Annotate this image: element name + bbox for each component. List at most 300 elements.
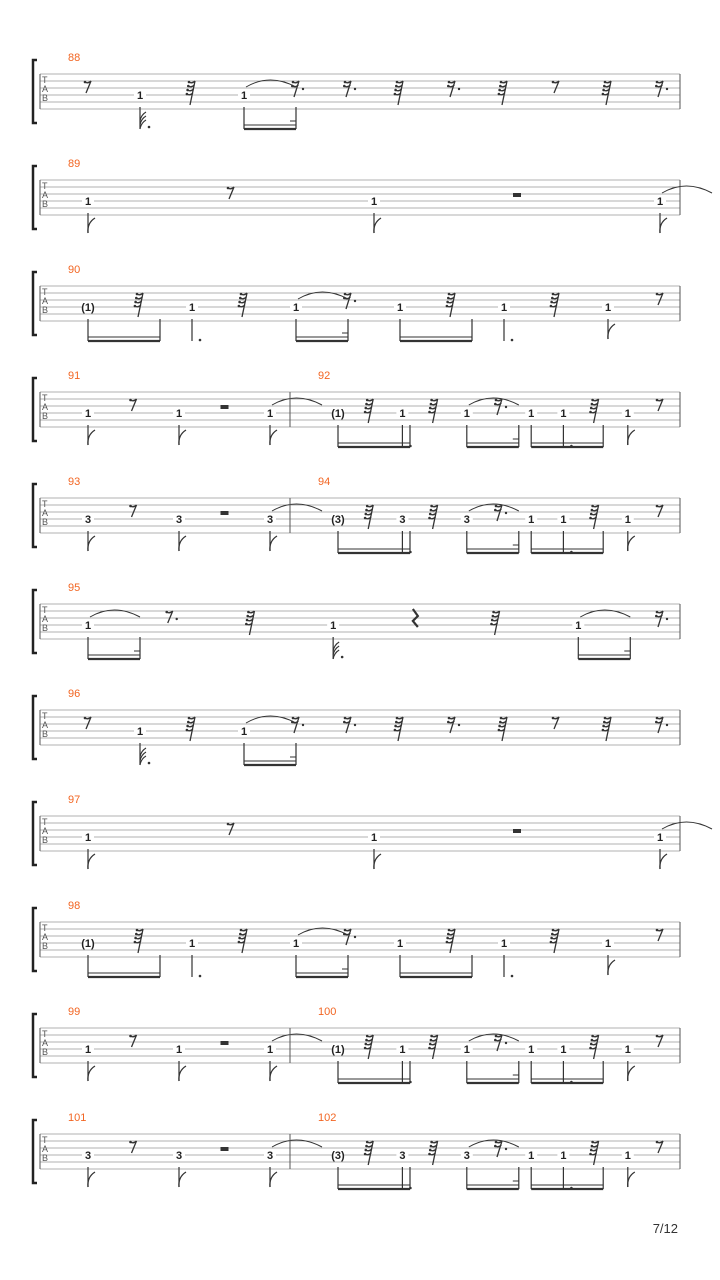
rest-flag-dot — [500, 717, 503, 720]
rest-flag-dot — [590, 407, 593, 410]
rest-flag-dot — [165, 611, 168, 614]
rest-flag-dot — [591, 1141, 594, 1144]
half-rest — [221, 405, 229, 409]
note-dot — [409, 445, 412, 448]
rest-flag-dot — [366, 1035, 369, 1038]
fret-number: 1 — [266, 408, 274, 420]
rest-flag-dot — [591, 403, 594, 406]
rest-flag-dot — [495, 505, 498, 508]
note-dot — [409, 1187, 412, 1190]
rest-flag-dot — [365, 403, 368, 406]
rest-flag-dot — [498, 729, 501, 732]
fret-number: 1 — [396, 938, 404, 950]
measure-number: 101 — [68, 1112, 87, 1124]
rest-flag-dot — [446, 301, 449, 304]
note-flag — [608, 324, 615, 339]
note-flag — [179, 1066, 186, 1081]
rest-flag-dot — [246, 619, 249, 622]
rest-flag-dot — [186, 89, 189, 92]
rest-flag-dot — [238, 301, 241, 304]
fret-number: 1 — [136, 726, 144, 738]
rest-flag-dot — [136, 293, 139, 296]
rest-flag-dot — [447, 297, 450, 300]
tab-letter: T — [42, 1135, 48, 1145]
rest-flag-dot — [365, 1145, 368, 1148]
rest-flag-dot — [498, 725, 501, 728]
measure-number: 100 — [318, 1006, 337, 1018]
half-rest — [513, 829, 521, 833]
rest-flag-dot — [343, 721, 346, 724]
rest-flag-dot — [291, 85, 294, 88]
rest-flag-dot — [552, 293, 555, 296]
rest-flag-dot — [499, 721, 502, 724]
system-bracket — [33, 1014, 37, 1077]
fret-number: 1 — [84, 1044, 92, 1056]
rest-flag-dot — [500, 81, 503, 84]
fret-number: (1) — [81, 938, 95, 950]
fret-number: 1 — [240, 90, 248, 102]
rest-flag-dot — [134, 301, 137, 304]
fret-number: 1 — [330, 620, 337, 632]
rest-flag-dot — [602, 89, 605, 92]
rest-flag-dot — [135, 933, 138, 936]
rest-flag-dot — [394, 729, 397, 732]
rest-flag-dot — [602, 729, 605, 732]
rest-flag-dot — [604, 717, 607, 720]
note-dot — [409, 1081, 412, 1084]
rest-flag-dot — [84, 717, 87, 720]
note-flag — [374, 854, 381, 869]
rest-flag-dot — [396, 717, 399, 720]
rest-flag-dot — [395, 721, 398, 724]
rest-flag-dot — [591, 1039, 594, 1042]
tab-system — [33, 1006, 680, 1083]
note-dot — [148, 126, 151, 129]
note-flag — [628, 1066, 635, 1081]
rest-flag-dot — [429, 407, 432, 410]
note-flag — [179, 430, 186, 445]
rest-flag-dot — [129, 1035, 132, 1038]
rest-flag-dot — [344, 929, 347, 932]
rest-dot — [354, 936, 356, 938]
rest-flag-dot — [656, 505, 659, 508]
rest-flag-dot — [365, 1043, 368, 1046]
fret-number: (1) — [331, 1044, 345, 1056]
rest-flag-dot — [84, 81, 87, 84]
fret-number: 1 — [624, 1150, 631, 1162]
half-rest — [221, 1147, 229, 1151]
tab-letter: B — [42, 199, 49, 209]
rest-flag-dot — [552, 81, 555, 84]
fret-number: 1 — [84, 408, 92, 420]
system-bracket — [33, 378, 37, 441]
note-dot — [570, 445, 573, 448]
fret-number: 3 — [266, 514, 274, 526]
rest-flag-dot — [366, 505, 369, 508]
tab-letter: B — [42, 517, 49, 527]
rest-flag-dot — [590, 513, 593, 516]
fret-number: 1 — [188, 302, 196, 314]
rest-flag-dot — [656, 293, 659, 296]
tab-letter: B — [42, 623, 49, 633]
rest-flag-dot — [430, 403, 433, 406]
tab-system — [33, 476, 680, 553]
tab-letter: T — [42, 605, 48, 615]
rest-flag-dot — [494, 403, 497, 406]
rest-flag-dot — [655, 721, 658, 724]
fret-number: 1 — [560, 1150, 567, 1162]
rest-flag-dot — [656, 611, 659, 614]
fret-number: 1 — [240, 726, 248, 738]
fret-number: 3 — [84, 514, 92, 526]
fret-number: 1 — [656, 832, 664, 844]
rest-flag-dot — [247, 611, 250, 614]
note-dot — [199, 339, 202, 342]
fret-number: 1 — [528, 1044, 535, 1056]
rest-flag-dot — [240, 929, 243, 932]
rest-flag-dot — [494, 509, 497, 512]
measure-number: 94 — [318, 476, 331, 488]
rest-flag-dot — [240, 293, 243, 296]
system-bracket — [33, 484, 37, 547]
fret-number: 1 — [560, 408, 567, 420]
rest-flag-dot — [136, 929, 139, 932]
measure-number: 91 — [68, 370, 81, 382]
rest-flag-dot — [495, 1035, 498, 1038]
rest-flag-dot — [494, 1039, 497, 1042]
tab-system — [33, 370, 680, 447]
tab-letter: A — [42, 614, 49, 624]
tab-letter: T — [42, 181, 48, 191]
note-flag — [179, 536, 186, 551]
rest-dot — [354, 300, 356, 302]
rest-flag-dot — [550, 941, 553, 944]
tab-letter: A — [42, 932, 49, 942]
fret-number: 1 — [292, 938, 300, 950]
note-flag — [628, 536, 635, 551]
tab-letter: B — [42, 305, 49, 315]
rest-flag-dot — [429, 513, 432, 516]
tab-letter: T — [42, 1029, 48, 1039]
note-dot — [570, 1187, 573, 1190]
rest-flag-dot — [656, 81, 659, 84]
tab-letter: A — [42, 84, 49, 94]
fret-number: 1 — [84, 620, 92, 632]
rest-flag-dot — [602, 93, 605, 96]
rest-dot — [666, 618, 668, 620]
rest-flag-dot — [343, 297, 346, 300]
system-bracket — [33, 802, 37, 865]
rest-flag-dot — [589, 517, 592, 520]
rest-dot — [505, 1148, 507, 1150]
note-flag — [88, 1172, 95, 1187]
tab-system — [33, 688, 680, 765]
fret-number: 1 — [463, 1044, 470, 1056]
note-flag — [660, 218, 667, 233]
tab-system — [33, 582, 680, 659]
fret-number: 3 — [463, 1150, 470, 1162]
rest-flag-dot — [134, 305, 137, 308]
measure-number: 99 — [68, 1006, 81, 1018]
rest-flag-dot — [492, 615, 495, 618]
rest-flag-dot — [490, 623, 493, 626]
system-bracket — [33, 1120, 37, 1183]
tab-letter: B — [42, 411, 49, 421]
measure-number: 98 — [68, 900, 81, 912]
fret-number: 1 — [528, 514, 535, 526]
note-flag — [88, 536, 95, 551]
measure-number: 97 — [68, 794, 81, 806]
fret-number: 1 — [624, 514, 631, 526]
half-rest — [221, 511, 229, 515]
fret-number: 3 — [399, 1150, 406, 1162]
rest-dot — [354, 724, 356, 726]
note-dot — [511, 339, 514, 342]
note-flag — [374, 218, 381, 233]
rest-flag-dot — [428, 411, 431, 414]
rest-flag-dot — [292, 81, 295, 84]
tab-system — [33, 52, 680, 129]
fret-number: 1 — [84, 832, 92, 844]
rest-dot — [666, 88, 668, 90]
rest-flag-dot — [603, 721, 606, 724]
fret-number: 1 — [500, 938, 508, 950]
rest-flag-dot — [344, 717, 347, 720]
rest-flag-dot — [364, 517, 367, 520]
rest-flag-dot — [448, 293, 451, 296]
note-flag — [270, 1066, 277, 1081]
rest-flag-dot — [430, 399, 433, 402]
rest-flag-dot — [551, 933, 554, 936]
rest-flag-dot — [448, 717, 451, 720]
rest-flag-dot — [448, 929, 451, 932]
fret-number: 1 — [624, 1044, 631, 1056]
rest-flag-dot — [394, 725, 397, 728]
tab-letter: A — [42, 402, 49, 412]
note-flag — [88, 218, 95, 233]
rest-flag-dot — [239, 297, 242, 300]
fret-number: 1 — [370, 832, 378, 844]
rest-flag-dot — [365, 1149, 368, 1152]
tab-letter: T — [42, 711, 48, 721]
note-dot — [341, 656, 344, 659]
rest-flag-dot — [448, 81, 451, 84]
tab-letter: T — [42, 75, 48, 85]
note-dot — [199, 975, 202, 978]
system-bracket — [33, 696, 37, 759]
tab-letter: T — [42, 393, 48, 403]
rest-flag-dot — [343, 933, 346, 936]
note-flag — [270, 430, 277, 445]
rest-flag-dot — [428, 1047, 431, 1050]
rest-flag-dot — [395, 85, 398, 88]
fret-number: (3) — [331, 1150, 345, 1162]
fret-number: 3 — [175, 1150, 183, 1162]
rest-flag-dot — [245, 623, 248, 626]
note-dot — [409, 551, 412, 554]
rest-flag-dot — [129, 505, 132, 508]
rest-flag-dot — [227, 823, 230, 826]
rest-flag-dot — [591, 509, 594, 512]
rest-flag-dot — [591, 505, 594, 508]
tab-letter: A — [42, 1038, 49, 1048]
rest-flag-dot — [134, 937, 137, 940]
rest-dot — [354, 88, 356, 90]
rest-flag-dot — [430, 509, 433, 512]
note-dot — [570, 551, 573, 554]
rest-flag-dot — [550, 305, 553, 308]
rest-flag-dot — [186, 725, 189, 728]
rest-flag-dot — [430, 505, 433, 508]
rest-dot — [505, 406, 507, 408]
rest-dot — [302, 88, 304, 90]
rest-flag-dot — [589, 1153, 592, 1156]
rest-flag-dot — [344, 293, 347, 296]
tab-system — [33, 264, 680, 341]
rest-flag-dot — [552, 929, 555, 932]
rest-flag-dot — [129, 399, 132, 402]
fret-number: 1 — [396, 302, 404, 314]
rest-flag-dot — [134, 941, 137, 944]
fret-number: 1 — [175, 1044, 183, 1056]
rest-flag-dot — [591, 1145, 594, 1148]
rest-flag-dot — [364, 411, 367, 414]
rest-flag-dot — [344, 81, 347, 84]
fret-number: 1 — [528, 1150, 535, 1162]
rest-flag-dot — [188, 81, 191, 84]
fret-number: 1 — [266, 1044, 274, 1056]
rest-flag-dot — [365, 513, 368, 516]
rest-flag-dot — [498, 93, 501, 96]
fret-number: 1 — [463, 408, 470, 420]
tab-letter: A — [42, 190, 49, 200]
fret-number: (3) — [331, 514, 345, 526]
rest-flag-dot — [491, 619, 494, 622]
fret-number: 1 — [528, 408, 535, 420]
measure-number: 90 — [68, 264, 81, 276]
rest-flag-dot — [365, 509, 368, 512]
rest-flag-dot — [135, 297, 138, 300]
note-flag — [608, 960, 615, 975]
rest-flag-dot — [186, 729, 189, 732]
rest-flag-dot — [238, 305, 241, 308]
rest-flag-dot — [364, 1047, 367, 1050]
tab-letter: A — [42, 508, 49, 518]
measure-number: 93 — [68, 476, 81, 488]
half-rest — [221, 1041, 229, 1045]
rest-flag-dot — [447, 721, 450, 724]
fret-number: 3 — [266, 1150, 274, 1162]
fret-number: 1 — [175, 408, 183, 420]
tab-letter: A — [42, 720, 49, 730]
fret-number: 1 — [624, 408, 631, 420]
fret-number: 1 — [399, 1044, 406, 1056]
note-dot — [511, 975, 514, 978]
system-bracket — [33, 166, 37, 229]
rest-flag-dot — [129, 1141, 132, 1144]
fret-number: 1 — [560, 1044, 567, 1056]
system-bracket — [33, 272, 37, 335]
rest-dot — [666, 724, 668, 726]
rest-flag-dot — [589, 411, 592, 414]
rest-flag-dot — [604, 81, 607, 84]
tab-letter: B — [42, 93, 49, 103]
rest-flag-dot — [590, 1043, 593, 1046]
measure-number: 92 — [318, 370, 331, 382]
rest-flag-dot — [447, 933, 450, 936]
system-bracket — [33, 590, 37, 653]
tab-letter: A — [42, 1144, 49, 1154]
tab-letter: B — [42, 1153, 49, 1163]
rest-flag-dot — [394, 89, 397, 92]
tab-system — [33, 900, 680, 977]
rest-flag-dot — [430, 1145, 433, 1148]
rest-flag-dot — [187, 85, 190, 88]
rest-dot — [458, 88, 460, 90]
fret-number: 1 — [370, 196, 378, 208]
rest-flag-dot — [365, 407, 368, 410]
note-flag — [179, 1172, 186, 1187]
tab-letter: T — [42, 499, 48, 509]
rest-flag-dot — [366, 1141, 369, 1144]
fret-number: (1) — [81, 302, 95, 314]
fret-number: 1 — [399, 408, 406, 420]
rest-flag-dot — [291, 721, 294, 724]
rest-flag-dot — [238, 941, 241, 944]
rest-flag-dot — [365, 1039, 368, 1042]
rest-flag-dot — [396, 81, 399, 84]
tab-letter: T — [42, 287, 48, 297]
system-bracket — [33, 908, 37, 971]
rest-dot — [505, 512, 507, 514]
fret-number: 1 — [604, 938, 612, 950]
rest-dot — [458, 724, 460, 726]
rest-flag-dot — [591, 399, 594, 402]
note-flag — [88, 854, 95, 869]
rest-flag-dot — [430, 1141, 433, 1144]
tab-system — [33, 1112, 680, 1189]
rest-flag-dot — [495, 1141, 498, 1144]
rest-flag-dot — [446, 941, 449, 944]
rest-flag-dot — [656, 929, 659, 932]
rest-flag-dot — [188, 717, 191, 720]
rest-dot — [505, 1042, 507, 1044]
rest-flag-dot — [495, 399, 498, 402]
fret-number: (1) — [331, 408, 345, 420]
tab-letter: T — [42, 923, 48, 933]
tab-letter: B — [42, 835, 49, 845]
fret-number: 3 — [175, 514, 183, 526]
rest-flag-dot — [494, 1145, 497, 1148]
rest-flag-dot — [492, 611, 495, 614]
rest-flag-dot — [602, 725, 605, 728]
tab-letter: B — [42, 729, 49, 739]
rest-flag-dot — [550, 301, 553, 304]
rest-flag-dot — [430, 1039, 433, 1042]
rest-flag-dot — [603, 85, 606, 88]
note-flag — [270, 1172, 277, 1187]
page-number: 7/12 — [652, 1221, 678, 1236]
tab-system — [33, 794, 712, 869]
rest-flag-dot — [394, 93, 397, 96]
rest-flag-dot — [364, 1153, 367, 1156]
fret-number: 1 — [84, 196, 92, 208]
note-flag — [88, 1066, 95, 1081]
measure-number: 89 — [68, 158, 81, 170]
fret-number: 1 — [604, 302, 612, 314]
rest-flag-dot — [655, 615, 658, 618]
note-flag — [628, 1172, 635, 1187]
